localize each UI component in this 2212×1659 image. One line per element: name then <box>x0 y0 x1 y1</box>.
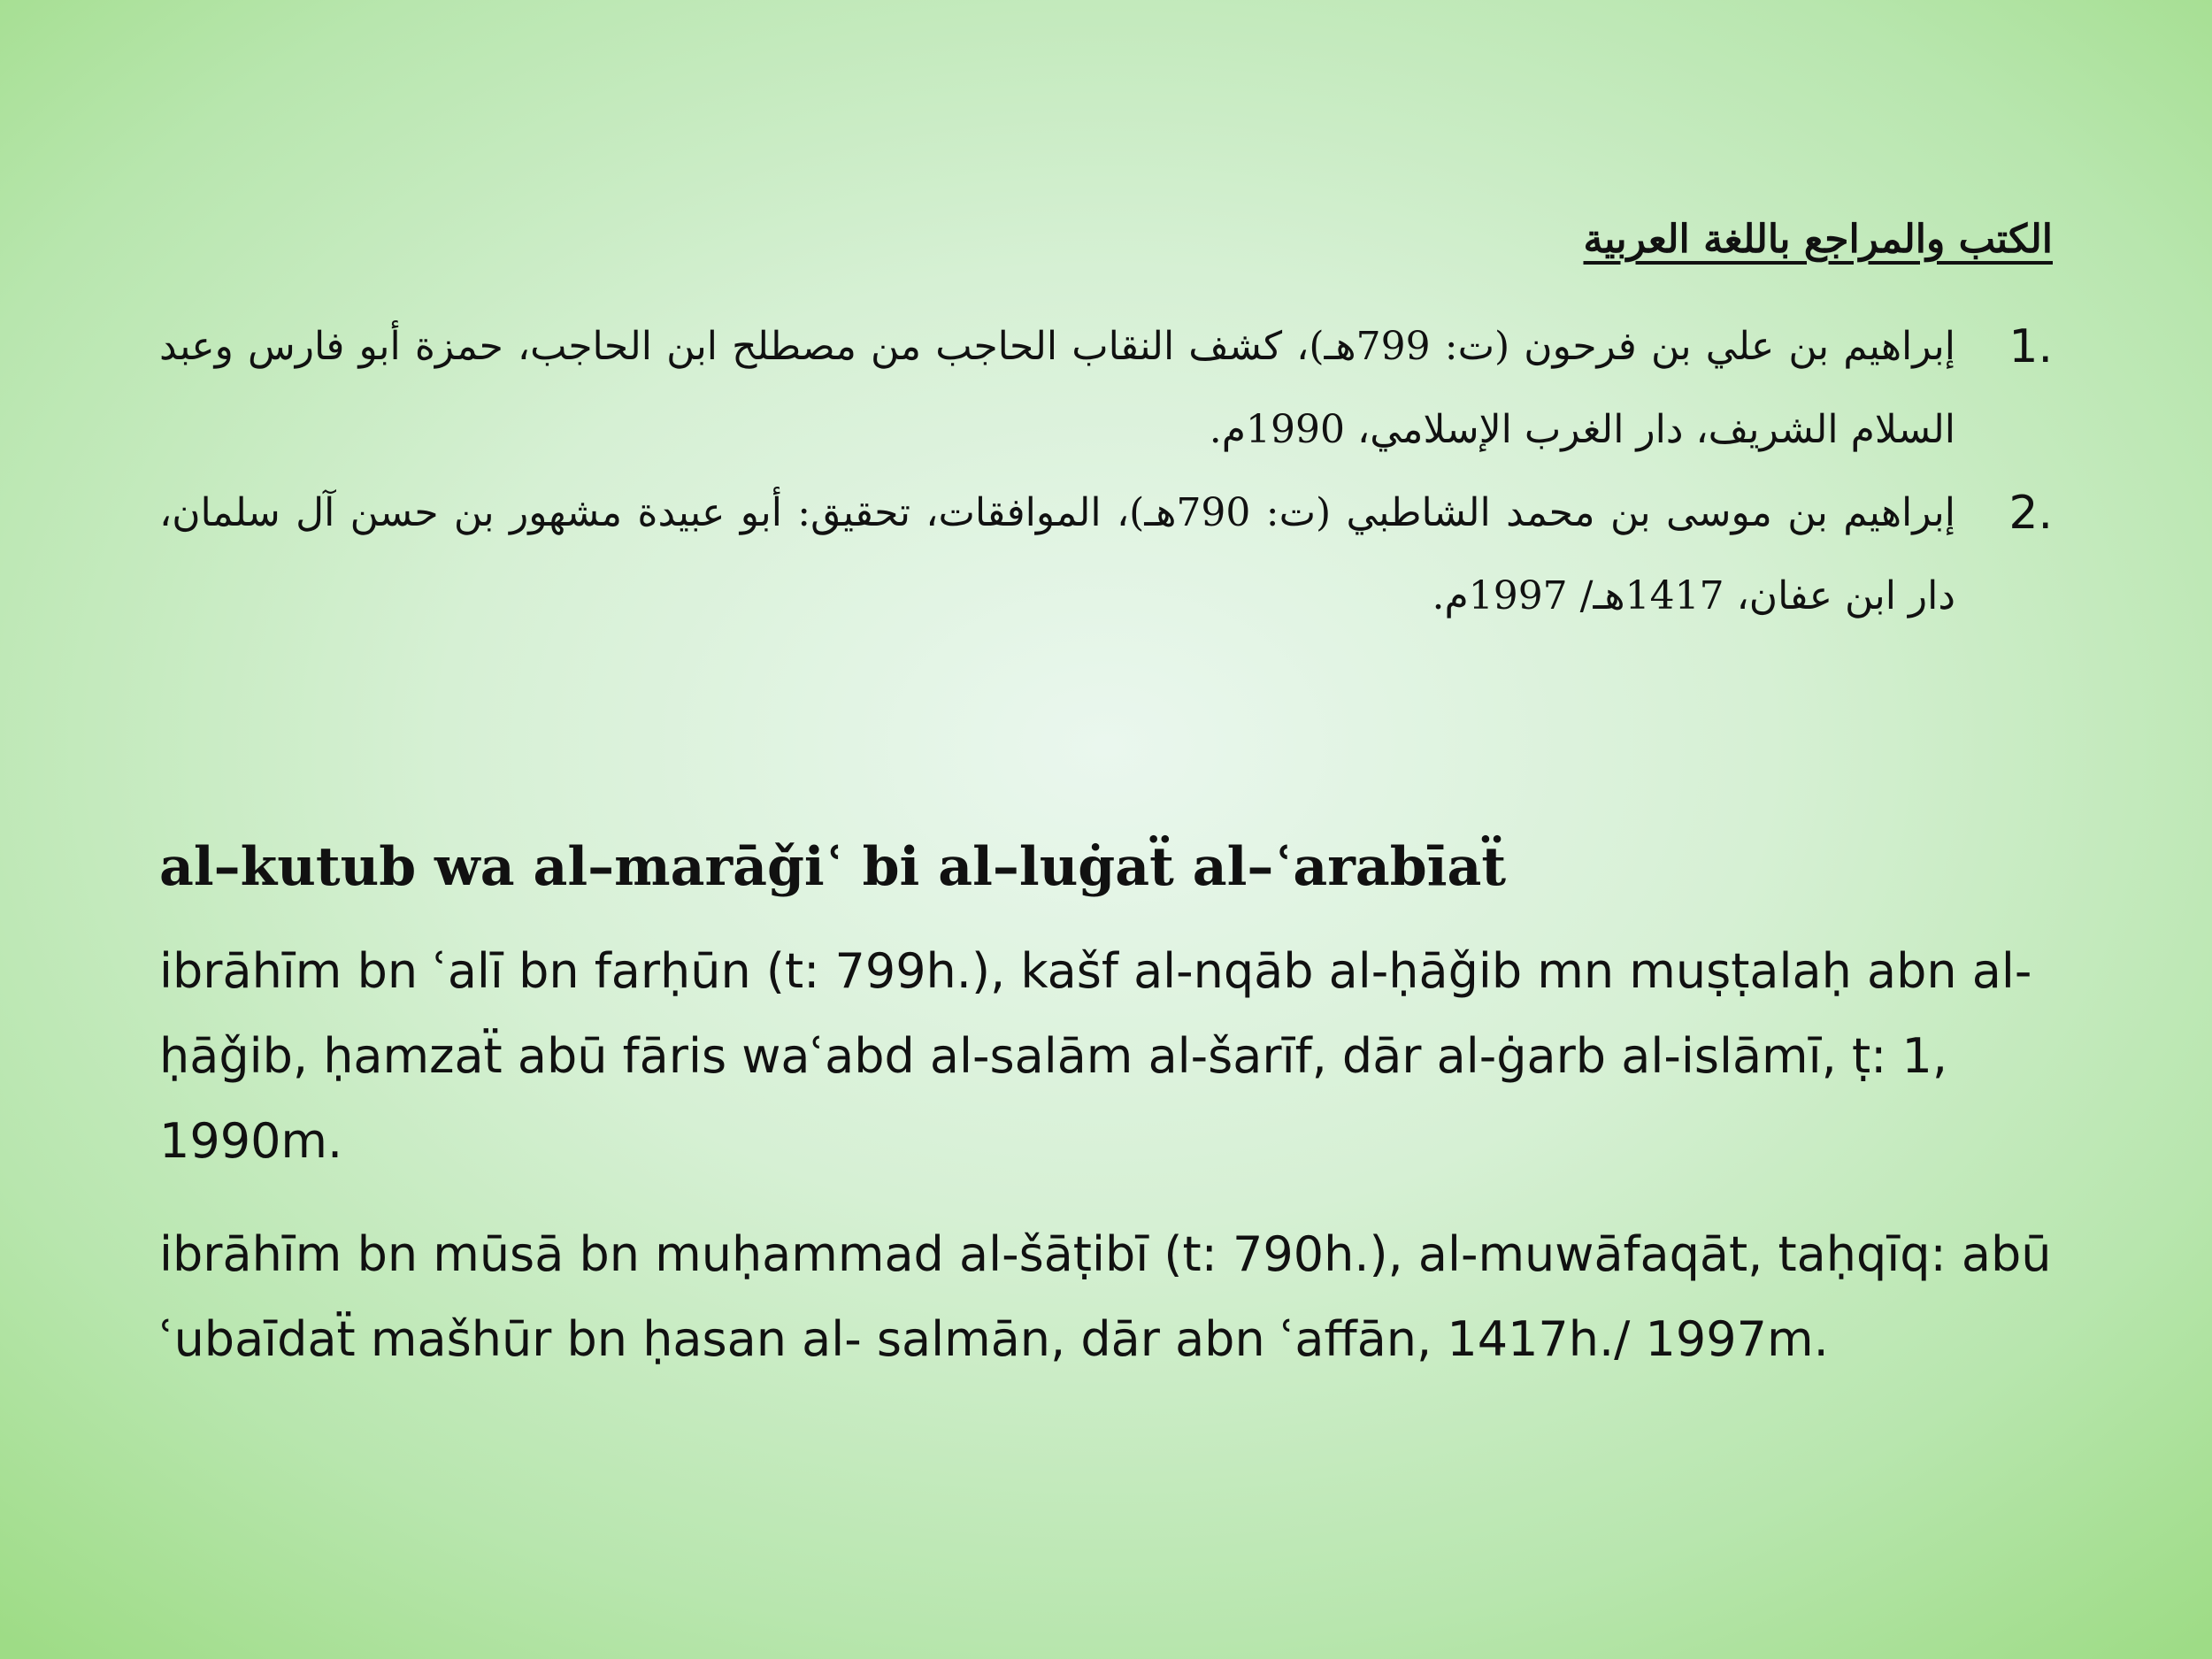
arabic-reference-item <box>159 472 2053 638</box>
arabic-references-list <box>159 305 2053 638</box>
arabic-reference-item <box>159 305 2053 472</box>
transliterated-reference: ibrāhīm bn mūsā bn muḥammad al-šāṭibī (t: 790h.), al-muwāfaqāt, taḥqīq: abū ʿubaīdaẗ mašhūr bn ḥasan al- salmān, dār abn ʿaffān, 1417h./ 1997m. <box>159 1226 2052 1367</box>
list-number: 2. <box>2008 487 2053 540</box>
transliterated-heading: al–kutub wa al–marāǧiʿ bi al–luġaẗ al–ʿarabīaẗ <box>159 836 1507 898</box>
arabic-references-heading: الكتب والمراجع باللغة العربية <box>1583 217 2053 262</box>
transliterated-reference: ibrāhīm bn ʿalī bn farḥūn (t: 799h.), kašf al-nqāb al-ḥāǧib mn muṣṭalaḥ abn al-ḥāǧib, ḥamzaẗ abū fāris waʿabd al-salām al-šarīf, dār al-ġarb al-islāmī, ṭ: 1, 1990m. <box>159 943 2032 1169</box>
arabic-reference-text: إبراهيم بن موسى بن محمد الشاطبي (ت: 790هـ)، الموافقات، تحقيق: أبو عبيدة مشهور بن حسن آل سلمان، دار ابن عفان، 1417هـ/ 1997م. <box>159 490 1955 618</box>
list-number: 1. <box>2008 320 2053 373</box>
arabic-reference-text: إبراهيم بن علي بن فرحون (ت: 799هـ)، كشف النقاب الحاجب من مصطلح ابن الحاجب، حمزة أبو فارس وعبد السلام الشريف، دار الغرب الإسلامي، 1990م. <box>159 324 1956 452</box>
